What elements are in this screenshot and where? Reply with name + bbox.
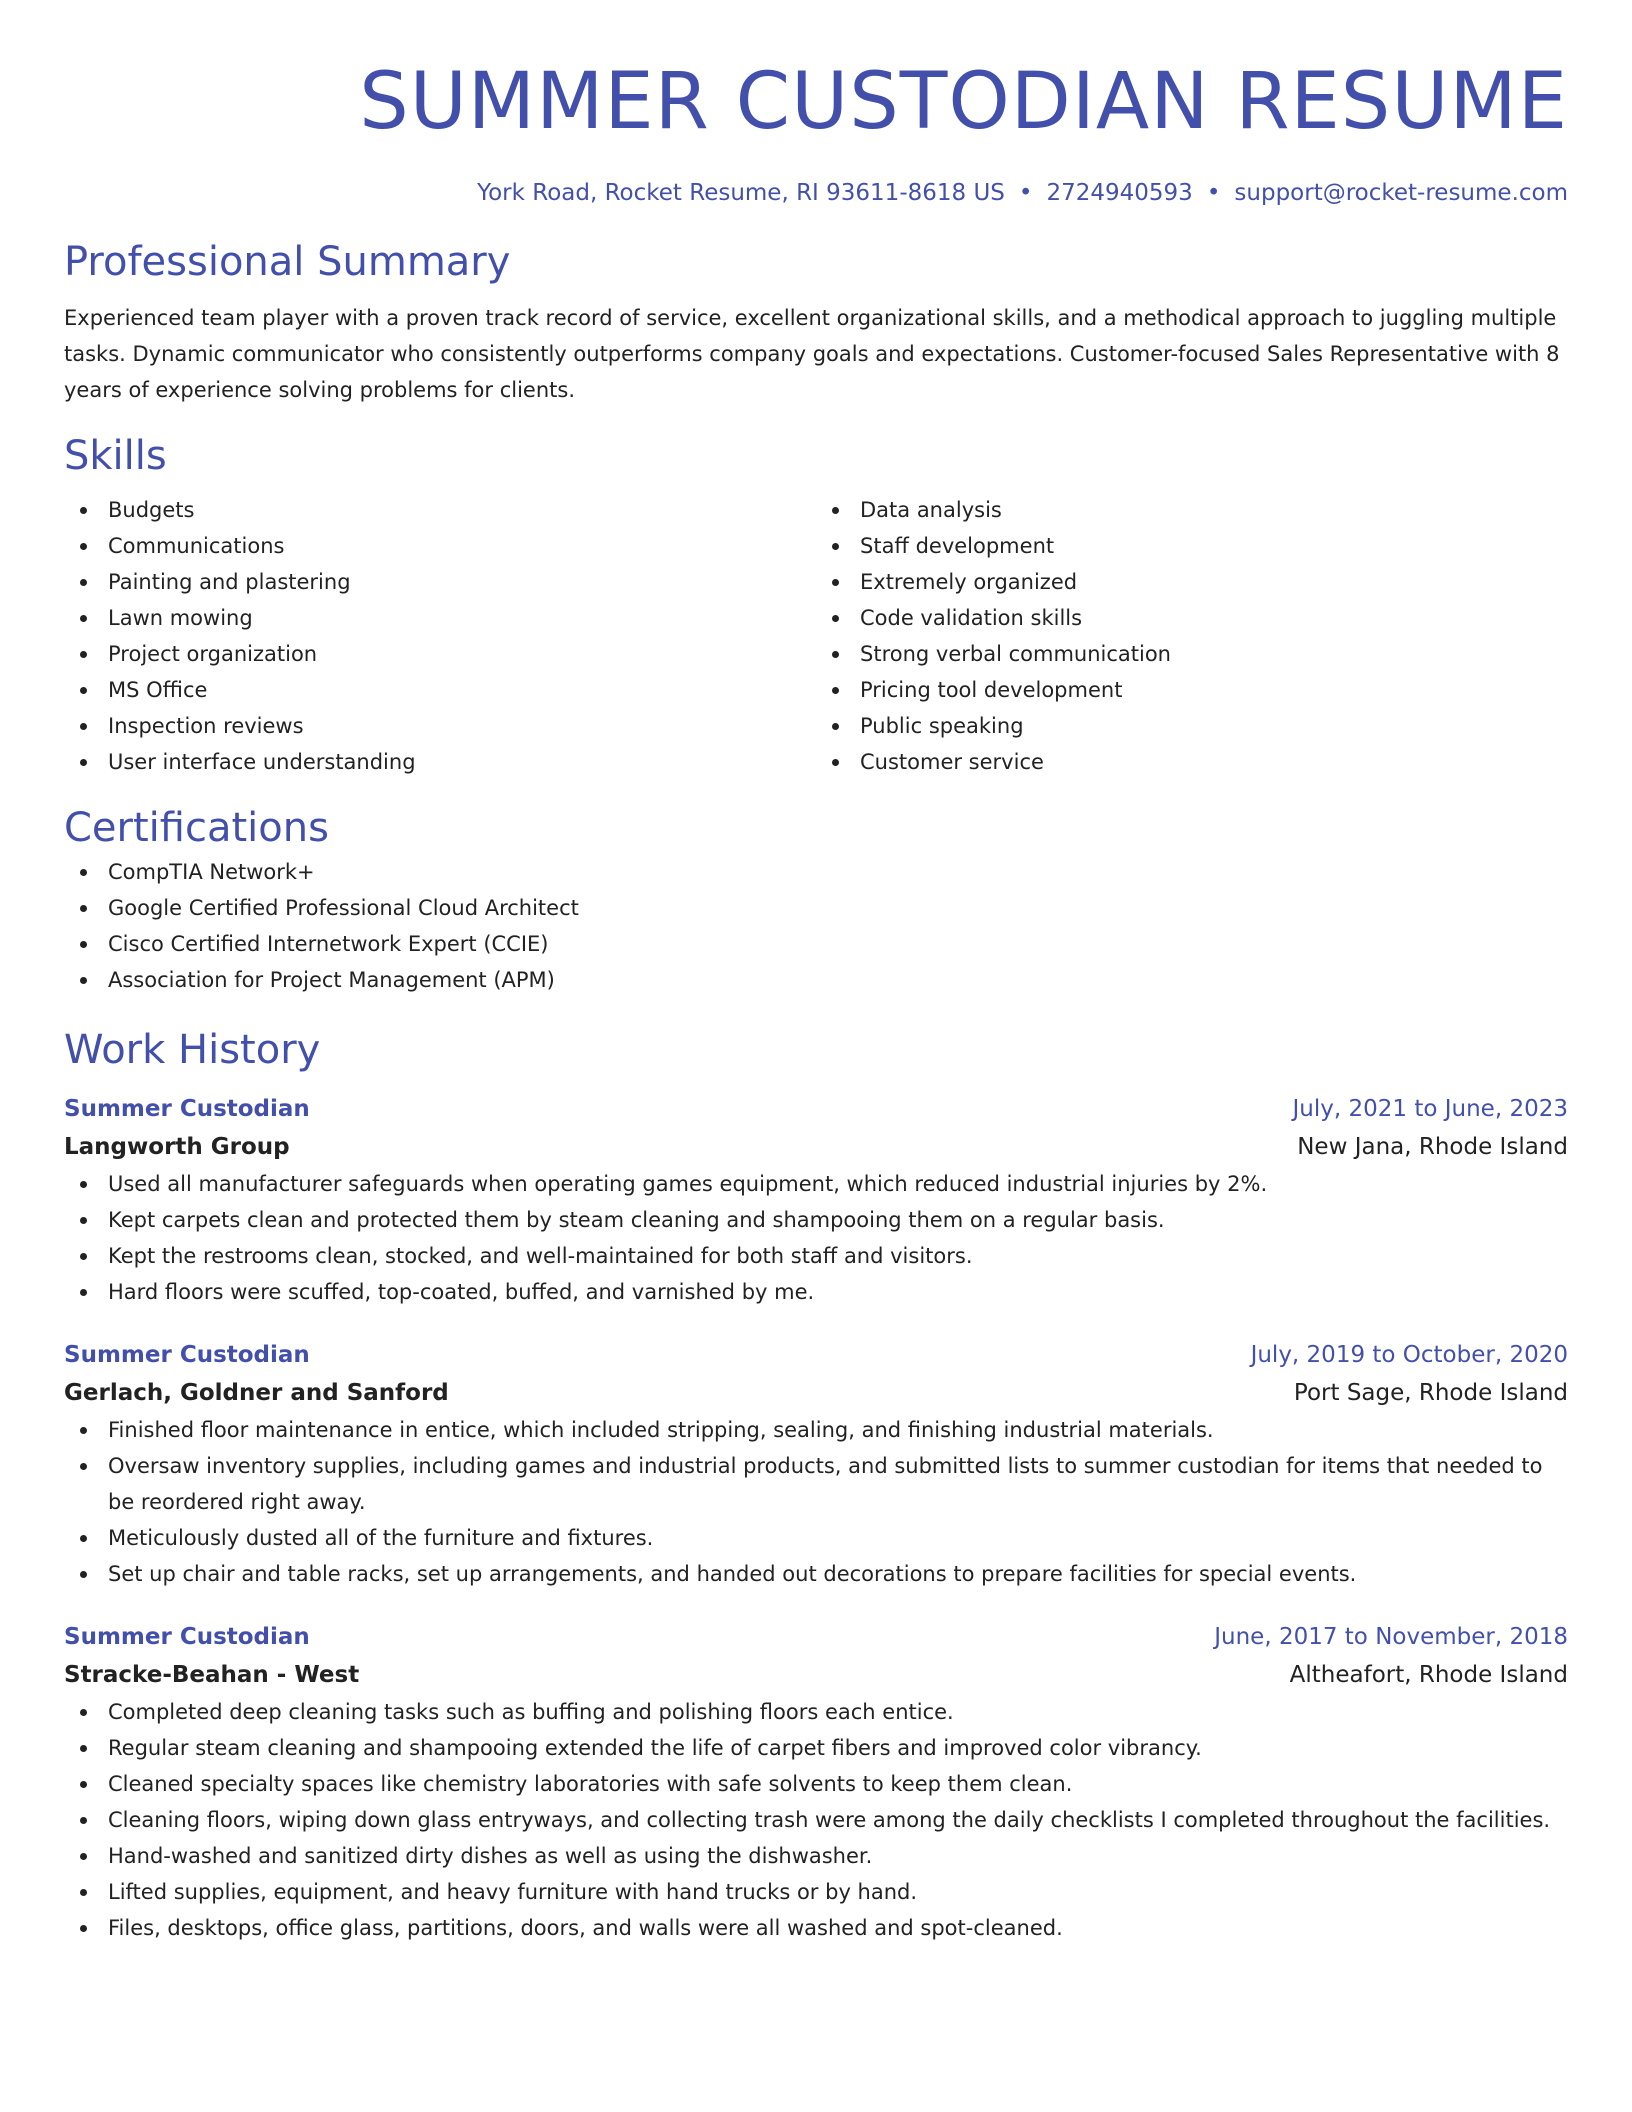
summary-text: Experienced team player with a proven track record of service, excellent organizational skills, and a methodical approach to juggling multiple tasks. Dynamic communicator who consistently outperforms company goals and expectations. Customer-focused Sales Representative with 8 years of experience solving problems for clients.	[64, 306, 1560, 402]
job-bullet: Oversaw inventory supplies, including games and industrial products, and submitted lists to summer custodian for items that needed to be reordered right away.	[108, 1448, 1568, 1520]
job-location: Port Sage, Rhode Island	[1293, 1380, 1568, 1406]
skill-item: User interface understanding	[108, 744, 816, 780]
job-dates: July, 2019 to October, 2020	[1250, 1342, 1568, 1368]
certification-item: Google Certified Professional Cloud Architect	[108, 890, 1568, 926]
job-title: Summer Custodian	[64, 1096, 310, 1122]
job-entry	[64, 1090, 1568, 1310]
job-bullet: Files, desktops, office glass, partitions, doors, and walls were all washed and spot-cleaned.	[108, 1910, 1568, 1946]
job-bullet: Completed deep cleaning tasks such as buffing and polishing floors each entice.	[108, 1694, 1568, 1730]
skill-item: Code validation skills	[860, 600, 1568, 636]
job-bullet: Kept carpets clean and protected them by steam cleaning and shampooing them on a regular basis.	[108, 1202, 1568, 1238]
job-title: Summer Custodian	[64, 1624, 310, 1650]
contact-separator: •	[1018, 180, 1033, 206]
job-bullet: Hand-washed and sanitized dirty dishes as well as using the dishwasher.	[108, 1838, 1568, 1874]
certification-item: Cisco Certified Internetwork Expert (CCIE)	[108, 926, 1568, 962]
job-bullet: Set up chair and table racks, set up arrangements, and handed out decorations to prepare facilities for special events.	[108, 1556, 1568, 1592]
certification-item: Association for Project Management (APM)	[108, 962, 1568, 998]
job-dates: June, 2017 to November, 2018	[1214, 1624, 1568, 1650]
skill-item: Budgets	[108, 492, 816, 528]
skill-item: Strong verbal communication	[860, 636, 1568, 672]
skill-item: Lawn mowing	[108, 600, 816, 636]
job-entry	[64, 1336, 1568, 1592]
skill-item: Communications	[108, 528, 816, 564]
job-bullet: Kept the restrooms clean, stocked, and well-maintained for both staff and visitors.	[108, 1238, 1568, 1274]
job-bullet: Finished floor maintenance in entice, which included stripping, sealing, and finishing industrial materials.	[108, 1412, 1568, 1448]
summary-heading: Professional Summary	[64, 239, 511, 285]
skill-item: Pricing tool development	[860, 672, 1568, 708]
resume-title: SUMMER CUSTODIAN RESUME	[359, 57, 1568, 147]
job-location: New Jana, Rhode Island	[1297, 1134, 1568, 1160]
job-header-row	[64, 1618, 1568, 1656]
contact-email: support@rocket-resume.com	[1234, 180, 1568, 206]
job-company: Stracke-Beahan - West	[64, 1662, 360, 1688]
skills-left-list	[64, 492, 816, 780]
skill-item: Customer service	[860, 744, 1568, 780]
job-entry	[64, 1618, 1568, 1946]
job-bullet: Hard floors were scuffed, top-coated, buffed, and varnished by me.	[108, 1274, 1568, 1310]
job-title: Summer Custodian	[64, 1342, 310, 1368]
job-bullet-list	[64, 1166, 1568, 1310]
job-bullet: Meticulously dusted all of the furniture and fixtures.	[108, 1520, 1568, 1556]
skills-grid	[64, 492, 1568, 780]
skill-item: Painting and plastering	[108, 564, 816, 600]
skill-item: Data analysis	[860, 492, 1568, 528]
job-header-row	[64, 1336, 1568, 1374]
contact-line	[64, 176, 1568, 210]
job-bullet-list	[64, 1694, 1568, 1946]
job-bullet-list	[64, 1412, 1568, 1592]
contact-separator: •	[1206, 180, 1221, 206]
job-bullet: Used all manufacturer safeguards when operating games equipment, which reduced industrial injuries by 2%.	[108, 1166, 1568, 1202]
contact-address: York Road, Rocket Resume, RI 93611-8618 US	[477, 180, 1005, 206]
job-header-row	[64, 1090, 1568, 1128]
skill-item: Public speaking	[860, 708, 1568, 744]
job-bullet: Lifted supplies, equipment, and heavy furniture with hand trucks or by hand.	[108, 1874, 1568, 1910]
skill-item: Inspection reviews	[108, 708, 816, 744]
job-dates: July, 2021 to June, 2023	[1292, 1096, 1568, 1122]
certifications-list	[64, 854, 1568, 998]
skill-item: Staff development	[860, 528, 1568, 564]
job-company-row	[64, 1374, 1568, 1412]
contact-phone: 2724940593	[1046, 180, 1193, 206]
skills-heading: Skills	[64, 433, 167, 479]
job-bullet: Regular steam cleaning and shampooing extended the life of carpet fibers and improved color vibrancy.	[108, 1730, 1568, 1766]
work-history-heading: Work History	[64, 1027, 321, 1073]
job-bullet: Cleaning floors, wiping down glass entryways, and collecting trash were among the daily checklists I completed throughout the facilities.	[108, 1802, 1568, 1838]
skill-item: Extremely organized	[860, 564, 1568, 600]
certifications-heading: Certifications	[64, 805, 329, 851]
job-company-row	[64, 1128, 1568, 1166]
job-bullet: Cleaned specialty spaces like chemistry laboratories with safe solvents to keep them clean.	[108, 1766, 1568, 1802]
job-company: Langworth Group	[64, 1134, 290, 1160]
job-company: Gerlach, Goldner and Sanford	[64, 1380, 449, 1406]
job-company-row	[64, 1656, 1568, 1694]
skills-right-list	[816, 492, 1568, 780]
job-location: Altheafort, Rhode Island	[1289, 1662, 1568, 1688]
certification-item: CompTIA Network+	[108, 854, 1568, 890]
skill-item: Project organization	[108, 636, 816, 672]
skill-item: MS Office	[108, 672, 816, 708]
